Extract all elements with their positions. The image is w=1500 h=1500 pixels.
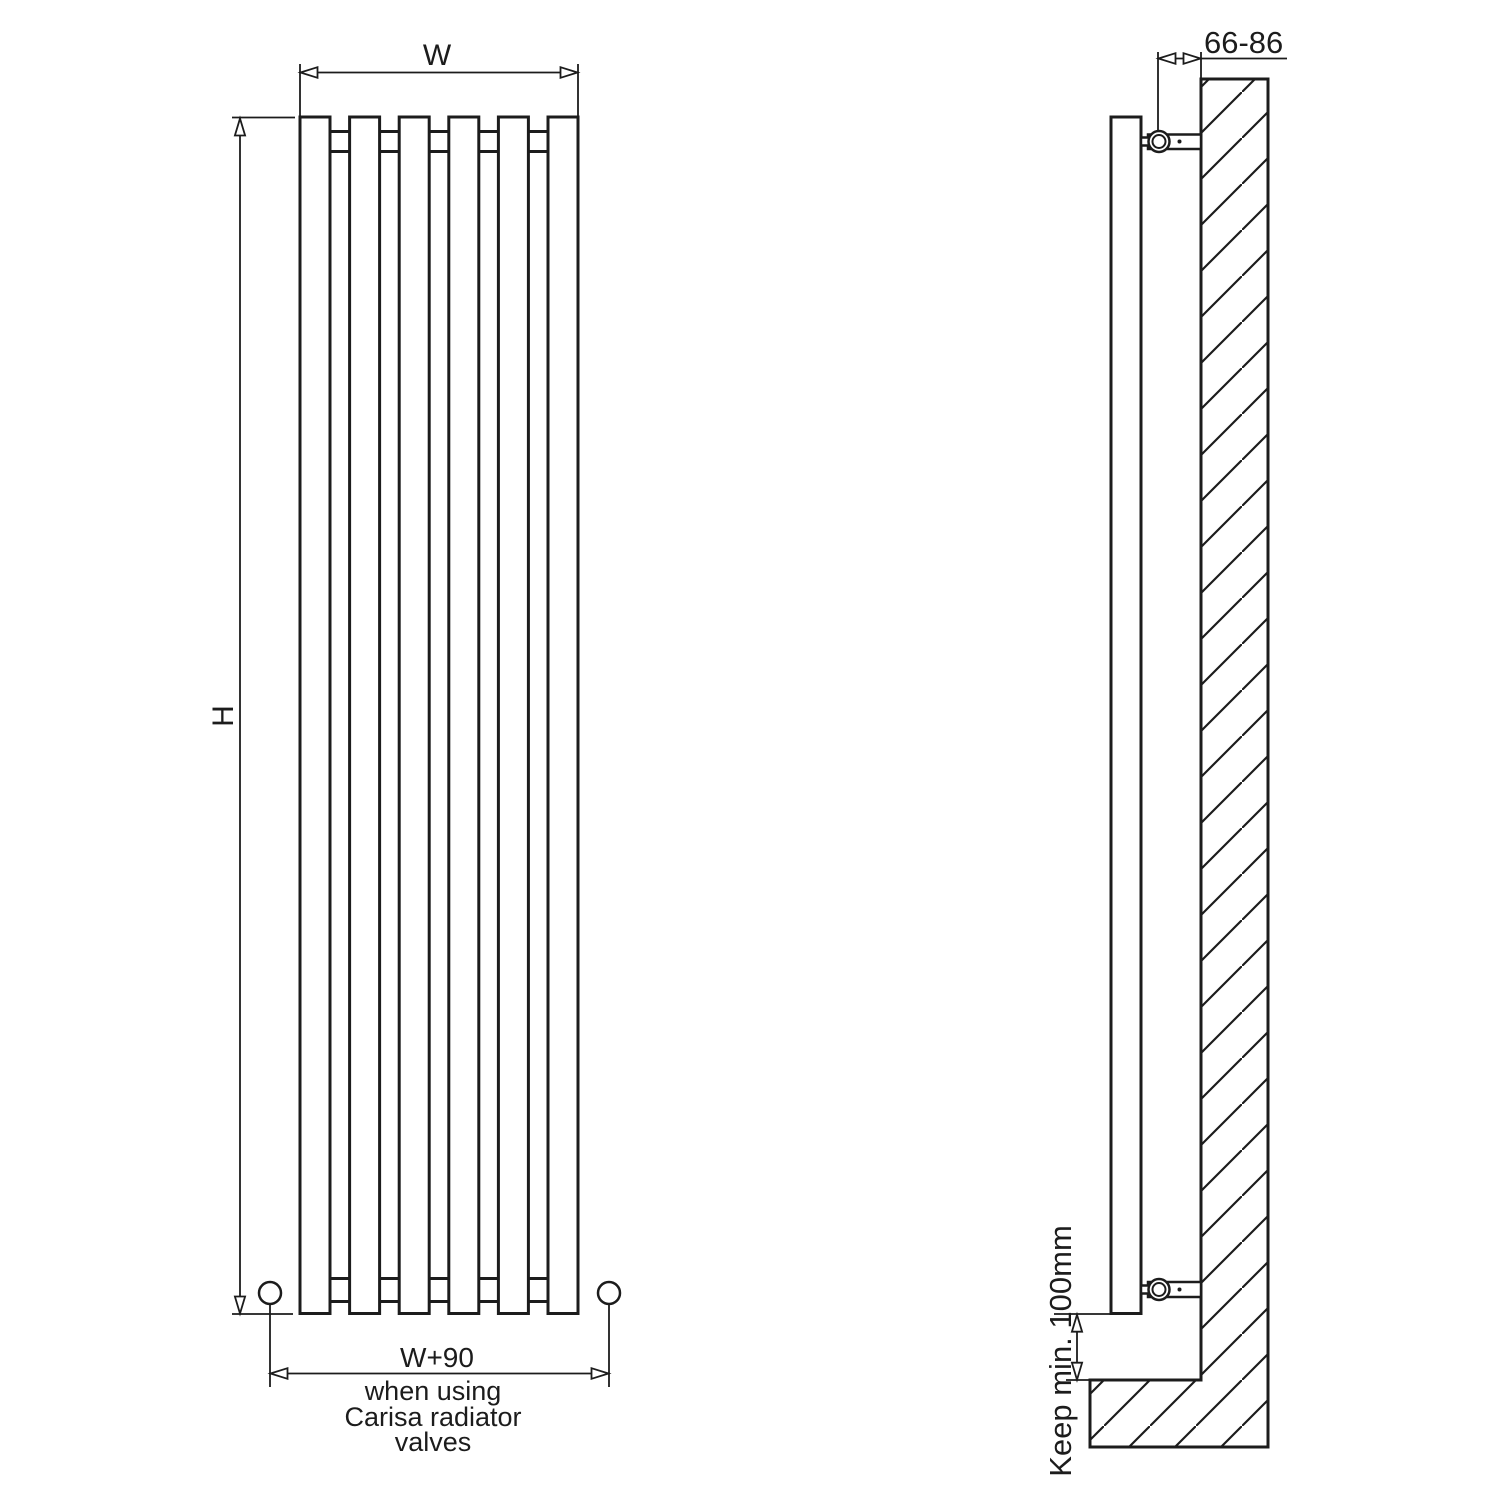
bracket-screw-dot <box>1178 1288 1182 1292</box>
height-label: H <box>207 705 240 727</box>
bracket-collar-inner <box>1153 1283 1166 1296</box>
radiator-tube-4 <box>449 117 479 1314</box>
bracket-collar-inner <box>1153 135 1166 148</box>
radiator-tube-3 <box>399 117 429 1314</box>
valve-width-label: W+90 <box>400 1342 474 1373</box>
valve-connection-right <box>598 1282 620 1304</box>
wall-gap-label: 66-86 <box>1204 25 1284 60</box>
radiator-tube-5 <box>498 117 528 1314</box>
radiator-tube-2 <box>350 117 380 1314</box>
radiator-side-profile <box>1111 117 1141 1314</box>
bottom-mounting-bracket <box>1141 1279 1201 1300</box>
valve-caption-line-1: when using <box>364 1376 502 1406</box>
valve-caption-line-3: valves <box>394 1427 472 1457</box>
bracket-screw-dot <box>1178 140 1182 144</box>
valve-caption-line-2: Carisa radiator <box>344 1402 522 1432</box>
radiator-tube-1 <box>300 117 330 1314</box>
radiator-tube-6 <box>548 117 578 1314</box>
top-mounting-bracket <box>1141 131 1201 152</box>
width-label: W <box>422 39 452 72</box>
valve-connection-left <box>259 1282 281 1304</box>
floor-clearance-label: Keep min. 100mm <box>1043 1225 1078 1477</box>
